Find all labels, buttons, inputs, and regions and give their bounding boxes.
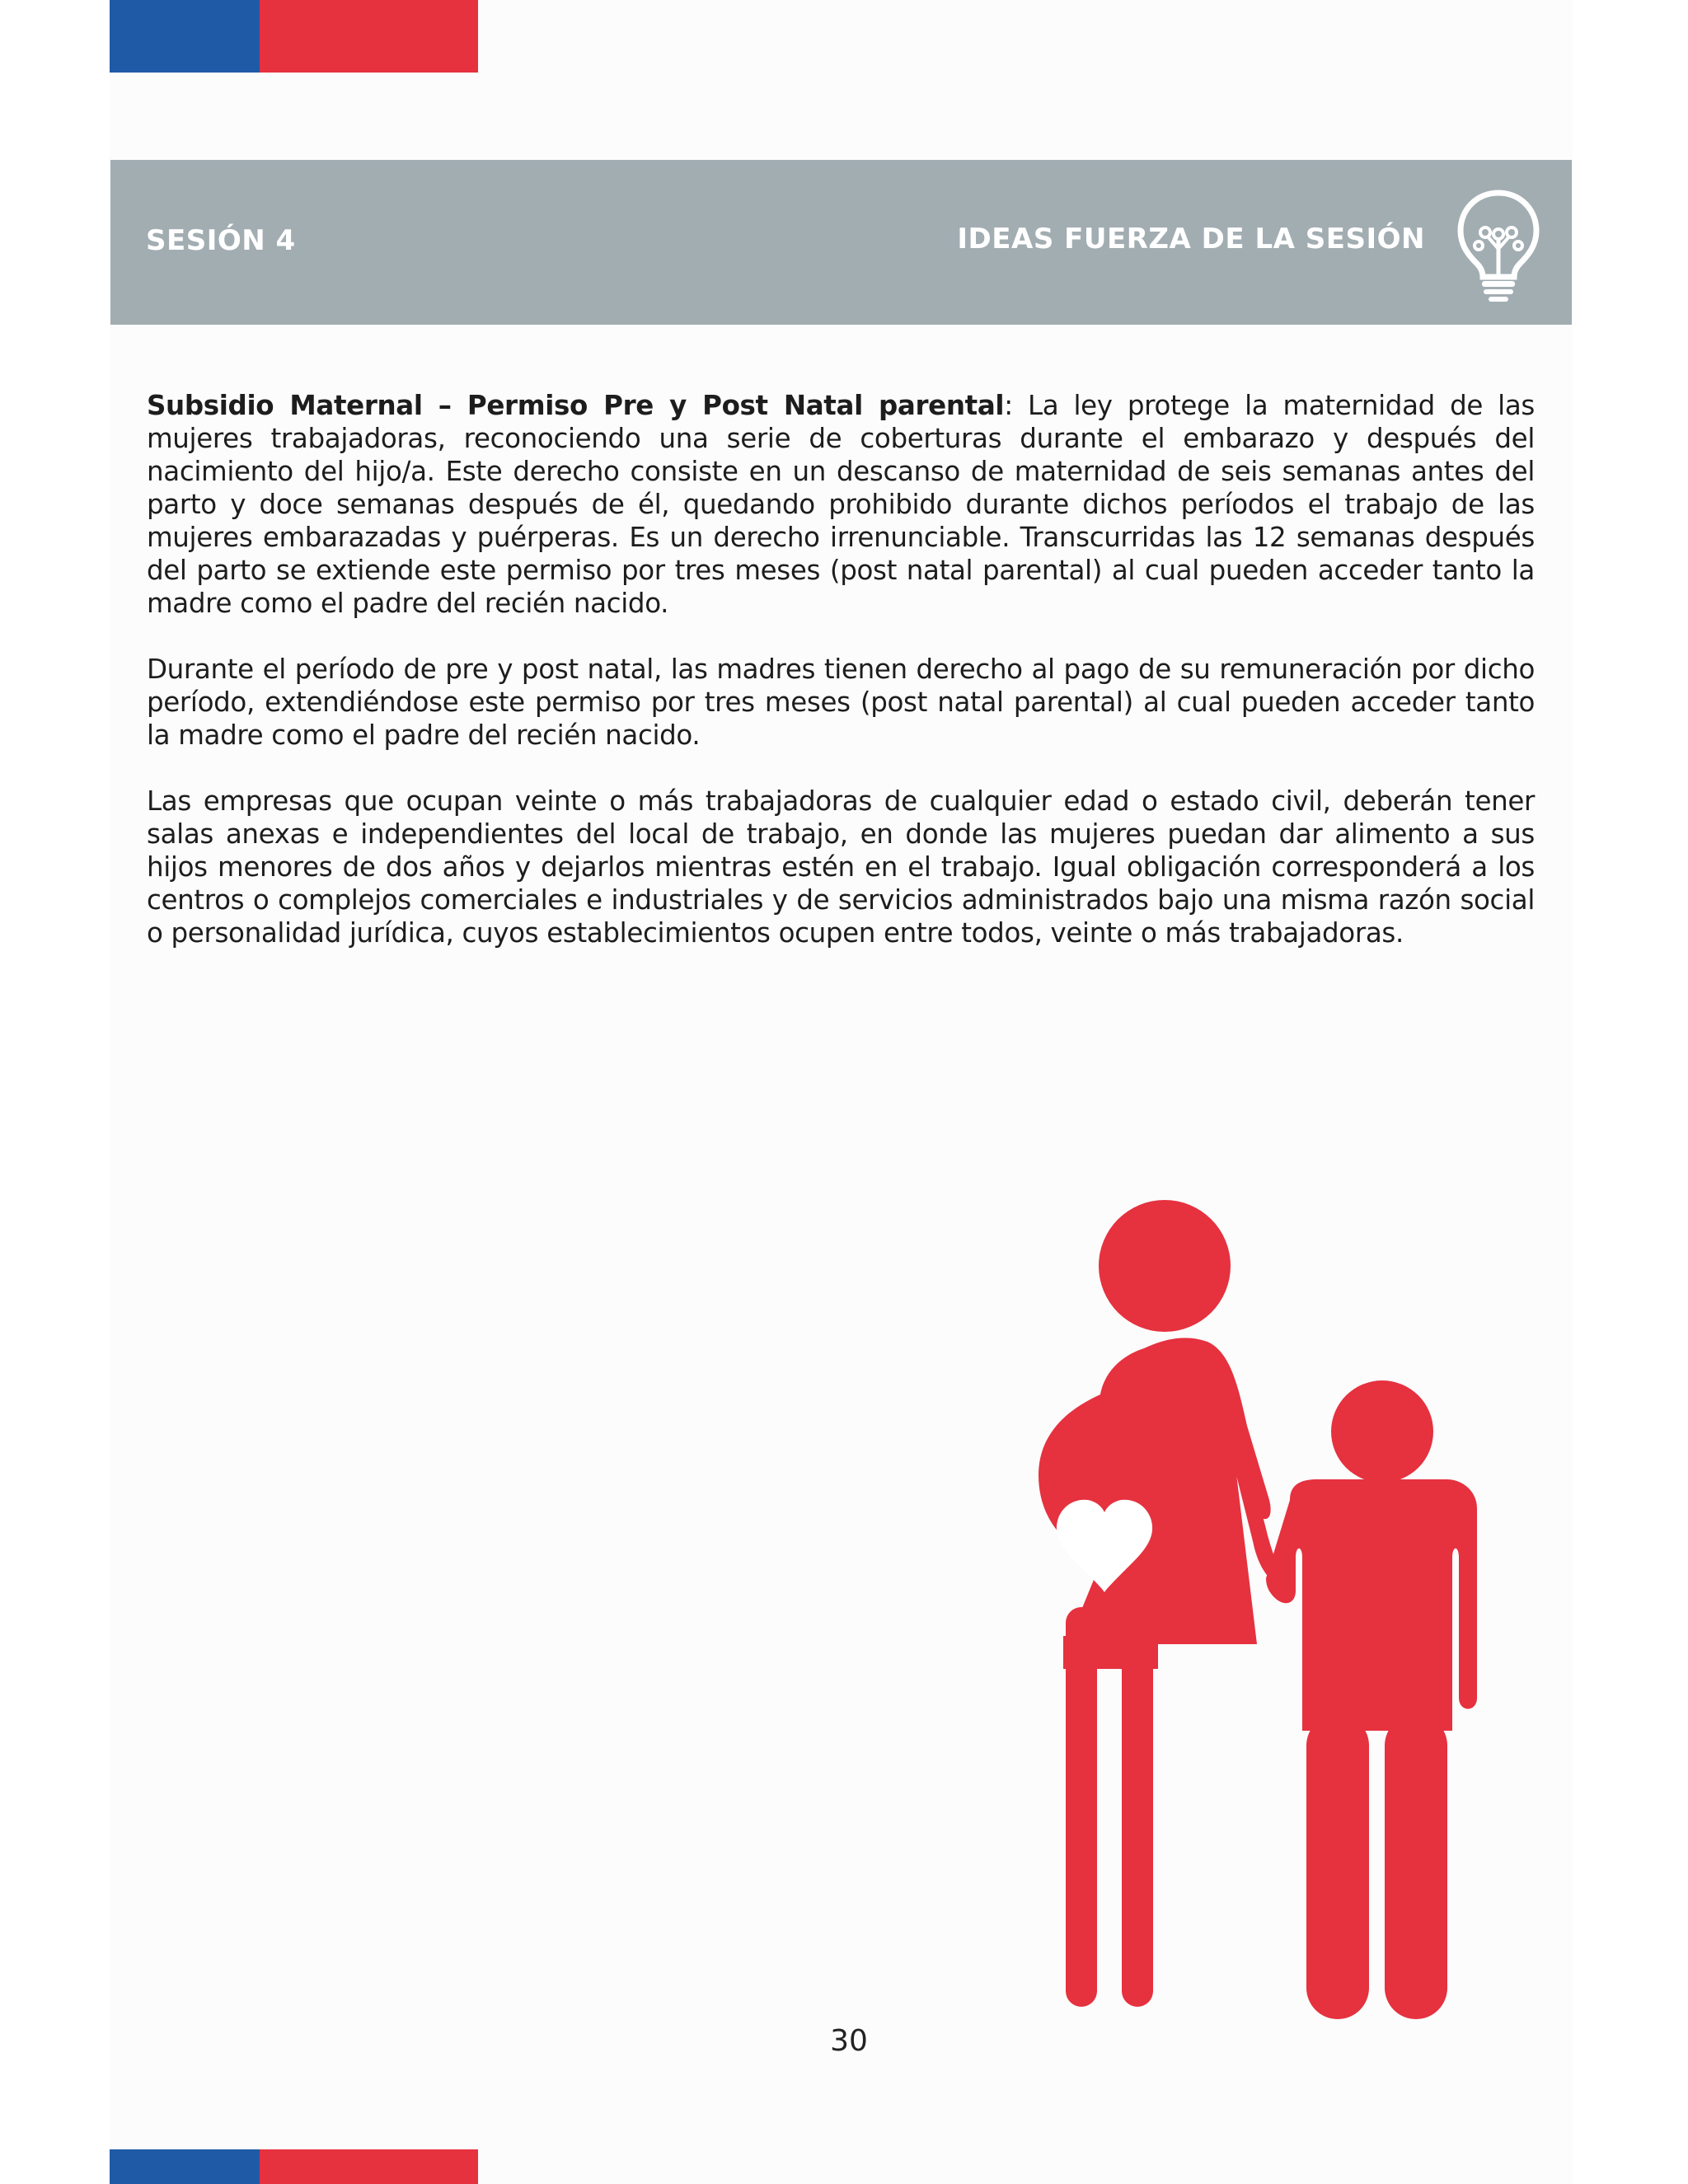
flag-blue-stripe (110, 2149, 260, 2184)
flag-red-stripe (260, 2149, 478, 2184)
lightbulb-icon (1454, 188, 1543, 303)
paragraph-pre-post-natal: Durante el período de pre y post natal, las madres tienen derecho al pago de su remuneración por dicho período, extendiéndose este permiso por tres meses (post natal parental) al cual pueden acceder tanto la madre como el padre del recién nacido. (147, 654, 1535, 751)
flag-blue-stripe (110, 0, 260, 73)
paragraph-nursery-rooms: Las empresas que ocupan veinte o más trabajadoras de cualquier edad o estado civil, deberán tener salas anexas e independientes del local de trabajo, en donde las mujeres puedan dar alimento a sus hijos menores de dos años y dejarlos mientras estén en el trabajo. Igual obligación corresponderá a los centros o complejos comerciales e industriales y de servicios administrados bajo una misma razón social o personalidad jurídica, cuyos establecimientos ocupen entre todos, veinte o más trabajadoras. (147, 785, 1535, 949)
bottom-flag-bar (110, 2149, 478, 2184)
page-number: 30 (830, 2024, 868, 2058)
flag-red-stripe (260, 0, 478, 73)
session-label: SESIÓN 4 (146, 224, 296, 257)
top-flag-bar (110, 0, 478, 73)
paragraph-maternity-subsidy (147, 389, 1535, 620)
session-header (110, 160, 1572, 325)
paragraph-text: : La ley protege la maternidad de las mujeres trabajadoras, reconociendo una serie de coberturas durante el embarazo y después del nacimiento del hijo/a. Este derecho consiste en un descanso de maternidad de seis semanas antes del parto y doce semanas después de él, quedando prohibido durante dichos períodos el trabajo de las mujeres embarazadas y puérperas. Es un derecho irrenunciable. Transcurridas las 12 semanas después del parto se extiende este permiso por tres meses (post natal parental) al cual pueden acceder tanto la madre como el padre del recién nacido. (147, 390, 1536, 619)
content-body (147, 389, 1535, 982)
pregnant-woman-and-child-icon (973, 1195, 1517, 2027)
paragraph-lead: Subsidio Maternal – Permiso Pre y Post Natal parental (147, 390, 1005, 421)
section-title: IDEAS FUERZA DE LA SESIÓN (957, 223, 1425, 255)
